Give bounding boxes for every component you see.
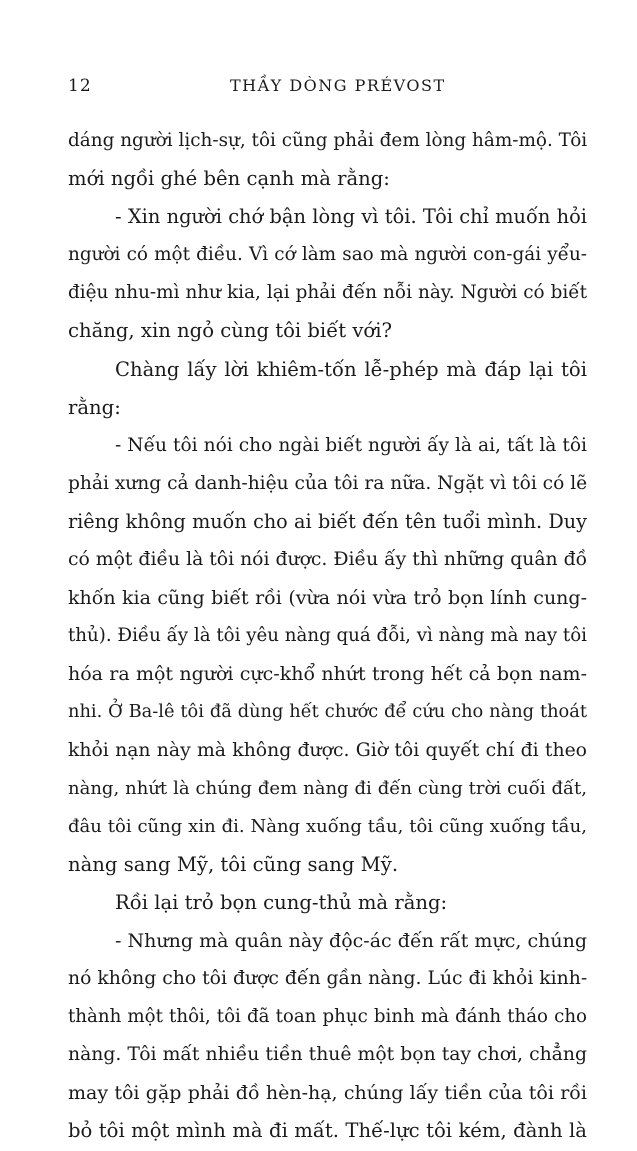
text-line: - Nếu tôi nói cho ngài biết người ấy là ai, tất là tôi [115,434,587,456]
text-line: dáng người lịch-sự, tôi cũng phải đem lòng hâm-mộ. Tôi [68,130,588,151]
text-line: hóa ra một người cực-khổ nhứt trong hết cả bọn nam- [68,663,587,686]
text-line: nàng, nhứt là chúng đem nàng đi đến cùng trời cuối đất, [68,777,587,799]
text-line: nàng sang Mỹ, tôi cũng sang Mỹ. [68,852,399,876]
text-line: mới ngồi ghé bên cạnh mà rằng: [68,167,390,191]
text-line: Chàng lấy lời khiêm-tốn lễ-phép mà đáp lại tôi [115,357,587,381]
text-line: phải xưng cả danh-hiệu của tôi ra nữa. Ngặt vì tôi có lẽ [68,472,588,494]
text-line: điệu nhu-mì như kia, lại phải đến nỗi này. Người có biết [68,282,587,304]
text-line: - Xin người chớ bận lòng vì tôi. Tôi chỉ muốn hỏi [115,205,587,229]
text-line: rằng: [68,395,121,419]
running-title: THẦY DÒNG PRÉVOST [230,76,446,95]
text-line: nàng. Tôi mất nhiều tiền thuê một bọn tay chơi, chẳng [68,1044,587,1066]
page-number: 12 [68,76,92,96]
text-line: đâu tôi cũng xin đi. Nàng xuống tầu, tôi cũng xuống tầu, [68,815,587,837]
text-line: bỏ tôi một mình mà đi mất. Thế-lực tôi kém, đành là [68,1119,587,1143]
text-line: thủ). Điều ấy là tôi yêu nàng quá đỗi, vì nàng mà nay tôi [68,625,587,647]
text-line: Rồi lại trỏ bọn cung-thủ mà rằng: [115,890,448,914]
text-line: - Nhưng mà quân này độc-ác đến rất mực, chúng [115,929,587,952]
text-line: nó không cho tôi được đến gần nàng. Lúc đi khỏi kinh- [68,968,588,990]
text-line: khốn kia cũng biết rồi (vừa nói vừa trỏ bọn lính cung- [68,587,587,610]
text-line: người có một điều. Vì cớ làm sao mà người con-gái yểu- [68,244,587,266]
text-line: khỏi nạn này mà không được. Giờ tôi quyết chí đi theo [68,739,587,761]
text-line: nhi. Ở Ba-lê tôi đã dùng hết chước để cứu cho nàng thoát [68,701,587,723]
text-line: chăng, xin ngỏ cùng tôi biết với? [68,319,392,343]
text-line: may tôi gặp phải đồ hèn-hạ, chúng lấy tiền của tôi rồi [68,1082,587,1105]
text-line: thành một thôi, tôi đã toan phục binh mà đánh tháo cho [68,1006,587,1028]
page-header [68,76,588,102]
text-line: có một điều là tôi nói được. Điều ấy thì những quân đồ [68,549,588,571]
text-line: riêng không muốn cho ai biết đến tên tuổi mình. Duy [68,509,587,533]
body-text [68,122,587,1151]
